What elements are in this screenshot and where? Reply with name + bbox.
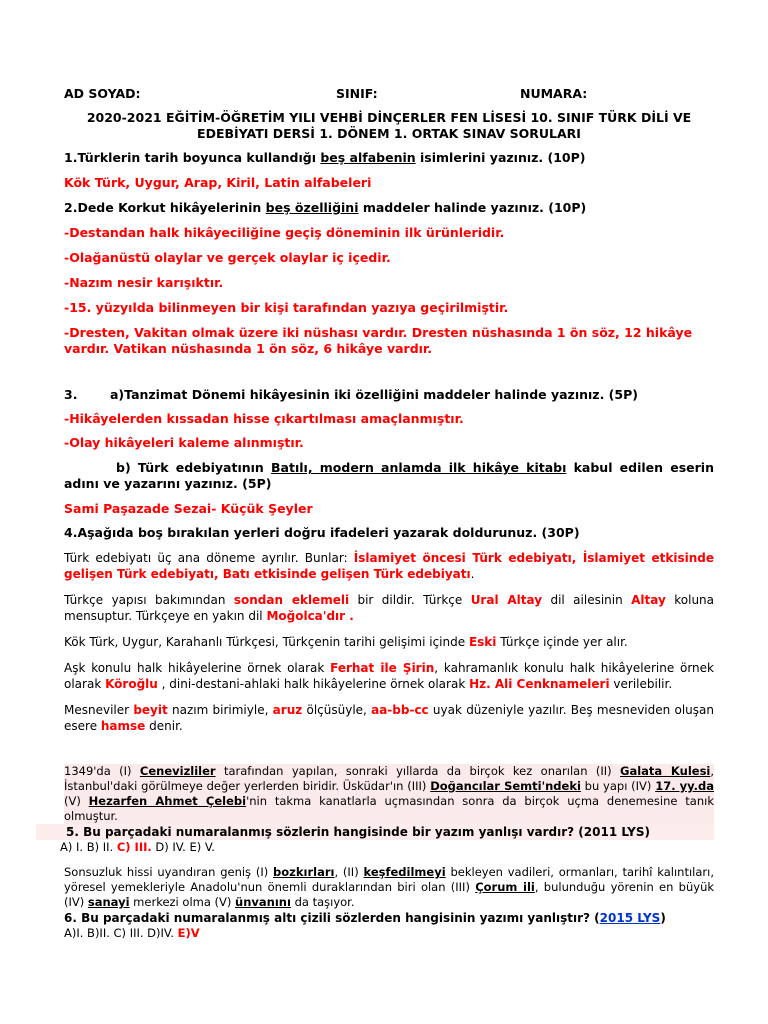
text: , kahramanlık konulu halk hikâyelerine örnek olarak (64, 661, 714, 691)
fill-answer: hamse (100, 719, 146, 733)
numbered-word: Cenevizliler (139, 764, 216, 778)
text: Türkçe yapısı bakımından (64, 593, 234, 607)
text: dil ailesinin (542, 593, 632, 607)
fill-answer: sondan eklemeli (233, 593, 350, 607)
q6-passage (64, 865, 714, 910)
text: Mesneviler (64, 703, 134, 717)
q1-points: isimlerini yazınız. (10P) (415, 150, 586, 165)
q2-points: maddeler halinde yazınız. (10P) (358, 200, 587, 215)
text: merkezi olma (V) (129, 895, 236, 909)
lys-link[interactable]: 2015 LYS (599, 911, 661, 925)
text: bir dildir. Türkçe (349, 593, 471, 607)
fill-answer: Eski (468, 635, 497, 649)
fill-answer: aruz (272, 703, 303, 717)
numbered-word: Hezarfen Ahmet Çelebi (88, 794, 247, 808)
text: A) I. B) II. (60, 840, 117, 854)
answer-2-item: -Nazım nesir karışıktır. (64, 275, 224, 290)
q5-options (60, 840, 714, 855)
question-6 (64, 910, 714, 926)
q2-text: 2.Dede Korkut hikâyelerinin (64, 200, 266, 215)
text: uyak düzeniyle yazılır. Beş mesneviden oluşan esere (64, 703, 714, 733)
text: 'nin takma kanatlarla uçmasından sonra da birçok uçma denemesine tanık olmuştur. (64, 794, 714, 823)
answer-2-item: -Destandan halk hikâyeciliğine geçiş döneminin ilk ürünleridir. (64, 225, 505, 240)
text: verilebilir. (609, 677, 673, 691)
fill-answer: Ural Altay (470, 593, 543, 607)
fill-answer: Hz. Ali Cenknameleri (469, 677, 610, 691)
text: Kök Türk, Uygur, Karahanlı Türkçesi, Türkçenin tarihi gelişimi içinde (64, 635, 469, 649)
answer-3a-item: -Olay hikâyeleri kaleme alınmıştır. (64, 435, 304, 450)
q3b-text: b) Türk edebiyatının (116, 460, 272, 475)
correct-option: E)V (177, 926, 200, 940)
numbered-word: 17. yy.da (655, 779, 714, 793)
answer-3a-item: -Hikâyelerden kıssadan hisse çıkartılması amaçlanmıştır. (64, 411, 464, 426)
q2-underlined: beş özelliğini (265, 200, 359, 215)
numbered-word: sanayi (87, 895, 130, 909)
text: D) IV. E) V. (151, 840, 215, 854)
answer-2-item: -Olağanüstü olaylar ve gerçek olaylar iç içedir. (64, 250, 391, 265)
text: 1349'da (I) (64, 764, 140, 778)
text: A)I. B)II. C) III. D)IV. (64, 926, 178, 940)
text: 6. Bu parçadaki numaralanmış altı çizili sözlerden hangisinin yazımı yanlıştır? ( (64, 911, 600, 925)
text: , dini-destani-ahlaki halk hikâyelerine örnek olarak (157, 677, 470, 691)
name-label: AD SOYAD: (64, 86, 141, 101)
text: , İstanbul'daki görülmeye değer yerlerden biridir. Üsküdar'ın (III) (64, 764, 715, 793)
q1-text: 1.Türklerin tarih boyunca kullandığı (64, 150, 321, 165)
text: ölçüsüyle, (302, 703, 372, 717)
text: , bulunduğu yörenin en büyük (IV) (64, 880, 715, 909)
text: (V) (64, 794, 89, 808)
text: denir. (145, 719, 183, 733)
fill-answer: Altay (631, 593, 666, 607)
text: Türk edebiyatı üç ana döneme ayrılır. Bunlar: (64, 551, 354, 565)
numbered-word: Galata Kulesi (620, 764, 711, 778)
numbered-word: ünvanını (235, 895, 291, 909)
text: , (II) (334, 865, 364, 879)
answer-1: Kök Türk, Uygur, Arap, Kiril, Latin alfabeleri (64, 175, 372, 190)
q3b-points: kabul edilen eserin adını ve yazarını yazınız. (5P) (64, 460, 714, 491)
numbered-word: bozkırları (273, 865, 335, 879)
fill-paragraph-4 (64, 660, 714, 692)
question-1 (64, 150, 714, 166)
text: bu yapı (IV) (580, 779, 656, 793)
text: bekleyen vadileri, ormanları, tarihî kalıntıları, yöresel yemekleriyle Anadolu'nun önemli duraklarından biri olan (III) (64, 865, 714, 894)
fill-answer: Köroğlu (105, 677, 158, 691)
q5-passage (64, 764, 714, 824)
text: ) (660, 911, 666, 925)
q3b-underlined: Batılı, modern anlamda ilk hikâye kitabı (271, 460, 567, 475)
question-5: 5. Bu parçadaki numaralanmış sözlerin hangisinde bir yazım yanlışı vardır? (2011 LYS) (36, 824, 714, 840)
q3a-text: a)Tanzimat Dönemi hikâyesinin iki özelliğini maddeler halinde yazınız. (5P) (110, 387, 638, 402)
number-label: NUMARA: (520, 86, 588, 101)
fill-paragraph-1 (64, 550, 714, 582)
fill-paragraph-3 (64, 634, 714, 650)
text: koluna mensuptur. Türkçeye en yakın dil (64, 593, 715, 623)
fill-paragraph-2 (64, 592, 714, 624)
student-info-row (64, 86, 714, 104)
answer-2-item: -Dresten, Vakitan olmak üzere iki nüshası vardır. Dresten nüshasında 1 ön söz, 12 hikâye vardır. Vatikan nüshasında 1 ön söz, 6 hikâye vardır. (64, 325, 693, 356)
question-2 (64, 200, 714, 216)
numbered-word: Çorum ili (475, 880, 535, 894)
text: Türkçe içinde yer alır. (496, 635, 628, 649)
text: Aşk konulu halk hikâyelerine örnek olarak (64, 661, 331, 675)
fill-answer: aa-bb-cc (371, 703, 429, 717)
text: nazım birimiyle, (167, 703, 273, 717)
q3-number: 3. (64, 387, 78, 402)
fill-answer: İslamiyet öncesi Türk edebiyatı, İslamiyet etkisinde gelişen Türk edebiyatı, Batı etkisinde gelişen Türk edebiyatı (64, 551, 714, 581)
question-3a (64, 387, 714, 403)
answer-2-item: -15. yüzyılda bilinmeyen bir kişi tarafından yazıya geçirilmiştir. (64, 300, 509, 315)
numbered-word: Doğancılar Semti'ndeki (430, 779, 581, 793)
correct-option: C) III. (116, 840, 152, 854)
text: tarafından yapılan, sonraki yıllarda da birçok kez onarılan (II) (215, 764, 621, 778)
numbered-word: keşfedilmeyi (363, 865, 446, 879)
exam-title: 2020-2021 EĞİTİM-ÖĞRETİM YILI VEHBİ DİNÇERLER FEN LİSESİ 10. SINIF TÜRK DİLİ VE EDEBİYATI DERSİ 1. DÖNEM 1. ORTAK SINAV SORULARI (86, 110, 692, 141)
text: da taşıyor. (290, 895, 355, 909)
text: . (470, 567, 475, 581)
class-label: SINIF: (336, 86, 378, 101)
answer-3b: Sami Paşazade Sezai- Küçük Şeyler (64, 501, 313, 516)
fill-paragraph-5 (64, 702, 714, 734)
question-3b (64, 460, 714, 492)
q6-options (64, 926, 714, 941)
fill-answer: beyit (133, 703, 168, 717)
question-4: 4.Aşağıda boş bırakılan yerleri doğru ifadeleri yazarak doldurunuz. (30P) (64, 525, 580, 540)
fill-answer: Moğolca'dır . (266, 609, 354, 623)
exam-page (60, 86, 715, 941)
q1-underlined: beş alfabenin (320, 150, 416, 165)
fill-answer: Ferhat ile Şirin (330, 661, 435, 675)
text: Sonsuzluk hissi uyandıran geniş (I) (64, 865, 274, 879)
